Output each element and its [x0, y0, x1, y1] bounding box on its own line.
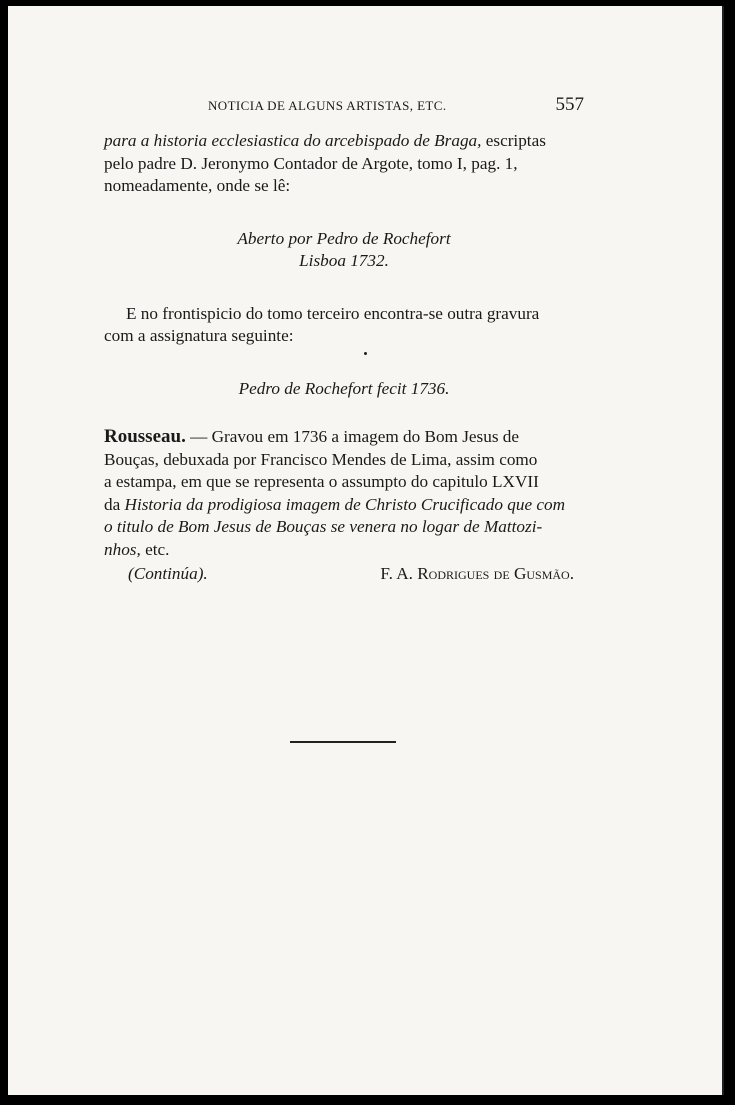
para1-line3: nomeadamente, onde se lê: [104, 176, 291, 195]
quote-1 [104, 228, 584, 273]
para3-text2: Bouças, debuxada por Francisco Mendes de Lima, assim como [104, 449, 538, 469]
author-signature: F. A. Rodrigues de Gusmão. [380, 564, 574, 583]
para1-line2: pelo padre D. Jeronymo Contador de Argote, tomo [104, 153, 457, 173]
section-divider [290, 741, 396, 743]
para1-tomo-num: I [456, 153, 463, 173]
paragraph-3 [104, 426, 584, 561]
quote-2 [104, 378, 584, 401]
para3-text5-italic: o titulo de Bom Jesus de Bouças se venera no logar de Mattozi- [104, 517, 543, 536]
running-title: NOTICIA DE ALGUNS ARTISTAS, ETC. [208, 98, 447, 113]
paragraph-2 [104, 303, 584, 348]
para3-text6-plain: etc. [140, 539, 170, 559]
running-header [208, 94, 584, 116]
para3-text6-italic: nhos, [104, 539, 141, 559]
para1-rest-line1: escriptas [481, 131, 546, 150]
signature-row [104, 563, 584, 586]
body-text [104, 130, 584, 586]
quote1-line2: Lisboa 1732. [299, 251, 389, 270]
continua-note: (Continúa). [128, 564, 208, 583]
para3-chapter: LXVII [492, 472, 539, 491]
entry-name: Rousseau. [104, 426, 186, 447]
quote1-line1: Aberto por Pedro de Rochefort [237, 228, 451, 248]
para1-italic-lead: para a historia ecclesiastica do arcebispado de Braga, [104, 131, 482, 150]
para3-text4-italic: Historia da prodigiosa imagem de Christo Crucificado que com [124, 494, 566, 514]
para2-line2: com a assignatura seguinte: [104, 326, 294, 345]
para1-line2-end: , pag. 1, [462, 153, 518, 173]
paragraph-1 [104, 130, 584, 198]
para3-text4-plain: da [104, 494, 125, 514]
page-number: 557 [555, 94, 584, 115]
quote2-line1: Pedro de Rochefort fecit 1736. [238, 378, 450, 398]
para2-line1: E no frontispicio do tomo terceiro encontra-se outra gravura [126, 303, 540, 323]
para3-text3: a estampa, em que se representa o assumpto do capitulo [104, 472, 493, 491]
ink-speck [364, 352, 367, 355]
para3-text1: — Gravou em 1736 a imagem do Bom Jesus de [185, 427, 520, 446]
page [8, 6, 724, 1095]
